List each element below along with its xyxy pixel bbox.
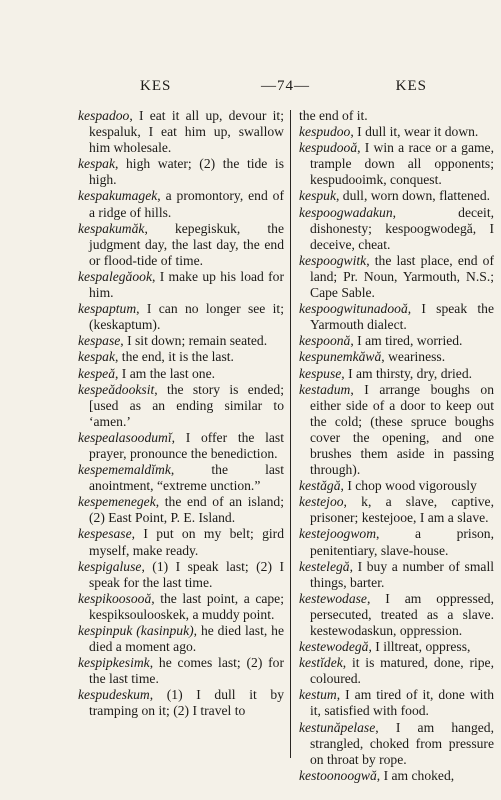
headword: kestĭdek: [299, 655, 343, 671]
headword: kespudooă: [299, 140, 358, 156]
headword: kestewodegă: [299, 639, 369, 655]
entry: kespoogwitk, the last place, end of land; Pr. Noun, Yarmouth, N.S.; Cape Sable.: [299, 252, 494, 301]
headword: kespakumăk: [78, 220, 145, 236]
left-column: [78, 108, 284, 720]
headword: kestelegă: [299, 558, 350, 574]
entry: kespase, I sit down; remain seated.: [78, 333, 268, 349]
entry: kespoogwadakun, deceit, dishonesty; kespoogwodegă, I deceive, cheat.: [299, 204, 494, 252]
entry: kestejoogwom, a prison, penitentiary, slave-house.: [299, 526, 494, 558]
entry: kespak, high water; (2) the tide is high.: [78, 156, 284, 188]
entry: kespigaluse, (1) I speak last; (2) I speak for the last time.: [78, 558, 284, 590]
headword: kespak: [78, 156, 115, 172]
headword: kespoonă: [299, 333, 351, 349]
entry: kespunemkăwă, weariness.: [299, 349, 446, 365]
entry: kespak, the end, it is the last.: [78, 349, 234, 365]
headword: kestăgă: [299, 478, 341, 494]
entry: kestejoo, k, a slave, captive, prisoner; kestejooe, I am a slave.: [299, 494, 494, 526]
entry: kespinpuk (kasinpuk), he died last, he died a moment ago.: [78, 623, 284, 655]
entry: the end of it.: [299, 108, 368, 123]
entry: kespuse, I am thirsty, dry, dried.: [299, 365, 473, 381]
headword: kespoogwadakun: [299, 204, 393, 220]
headword: kespak: [78, 349, 115, 365]
entry: kestum, I am tired of it, done with it, satisfied with food.: [299, 687, 494, 719]
headword: kespipkesimk: [78, 655, 150, 671]
headword: kespuse: [299, 365, 342, 381]
header-left-guideword: KES: [140, 78, 172, 94]
entry: kestĭdek, it is matured, done, ripe, coloured.: [299, 655, 494, 687]
headword: kespakumagek: [78, 188, 158, 204]
running-header: [78, 78, 429, 98]
entry: kestewodegă, I illtreat, oppress,: [299, 639, 471, 655]
entry: kespeă, I am the last one.: [78, 365, 216, 381]
entry: kestewodase, I am oppressed, persecuted, treated as a slave. kestewodaskun, oppression.: [299, 590, 494, 638]
entry: kestăgă, I chop wood vigorously: [299, 478, 477, 494]
headword: kespoogwitunadooă: [299, 301, 408, 317]
headword: kespemenegek: [78, 494, 156, 510]
entry: kespoonă, I am tired, worried.: [299, 333, 463, 349]
entry: kespipkesimk, he comes last; (2) for the last time.: [78, 655, 284, 687]
headword: kestoonoogwă: [299, 767, 377, 783]
entry: kestunăpelase, I am hanged, strangled, choked from pressure on throat by rope.: [299, 719, 494, 767]
column-divider: [290, 110, 291, 758]
headword: kestejoo: [299, 494, 344, 510]
headword: kespinpuk (kasinpuk): [78, 623, 194, 638]
entry: kespalegăook, I make up his load for him.: [78, 268, 284, 301]
entry: kespadoo, I eat it all up, devour it; kespaluk, I eat him up, swallow him wholesale.: [78, 108, 284, 156]
entry: kespakumăk, kepegiskuk, the judgment day, the last day, the end or flood-tide of time.: [78, 220, 284, 268]
entry: kespikoosooă, the last point, a cape; kespiksoulooskek, a muddy point.: [78, 590, 284, 622]
headword: kestejoogwom: [299, 526, 377, 542]
headword: kespalegăook: [78, 268, 152, 284]
entry: kespealasoodumĭ, I offer the last prayer, pronounce the benediction.: [78, 429, 284, 461]
entry: kespuk, dull, worn down, flattened.: [299, 188, 491, 204]
entry: kespakumagek, a promontory, end of a ridge of hills.: [78, 188, 284, 220]
entry: kespudooă, I win a race or a game, trample down all opponents; kespudooimk, conquest.: [299, 140, 494, 188]
entry: kestadum, I arrange boughs on either side of a door to keep out the cold; (these spruce boughs cover the opening, and one brushes them aside in passing through).: [299, 381, 494, 478]
entry: kespemenegek, the end of an island; (2) East Point, P. E. Island.: [78, 494, 284, 526]
entry: kespudeskum, (1) I dull it by tramping on it; (2) I travel to: [78, 687, 284, 719]
headword: kespudoo: [299, 124, 351, 140]
entry: kestelegă, I buy a number of small things, barter.: [299, 558, 494, 590]
entry: kespememaldĭmk, the last anointment, “extreme unction.”: [78, 462, 284, 494]
headword: kestum: [299, 687, 337, 703]
headword: kestadum: [299, 381, 351, 397]
entry: kespudoo, I dull it, wear it down.: [299, 124, 479, 140]
headword: kespeă: [78, 365, 115, 381]
headword: kespigaluse: [78, 558, 142, 574]
headword: kespuk: [299, 188, 336, 204]
headword: kespudeskum: [78, 687, 150, 703]
headword: kestunăpelase: [299, 719, 376, 735]
headword: kestewodase: [299, 590, 367, 606]
headword: kespesase: [78, 526, 132, 542]
headword: kespikoosooă: [78, 590, 152, 606]
entry: kespeădooksit, the story is ended; [used as an ending similar to ‘amen.’: [78, 381, 284, 429]
entry: kespesase, I put on my belt; gird myself, make ready.: [78, 526, 284, 558]
header-right-guideword: KES: [395, 78, 427, 94]
headword: kespaptum: [78, 301, 137, 317]
headword: kespase: [78, 333, 121, 349]
entry: kespoogwitunadooă, I speak the Yarmouth dialect.: [299, 301, 494, 333]
headword: kespunemkăwă: [299, 349, 382, 365]
entry: kestoonoogwă, I am choked,: [299, 767, 455, 783]
right-column: [299, 108, 494, 784]
headword: kespealasoodumĭ: [78, 429, 172, 445]
headword: kespememaldĭmk: [78, 462, 171, 478]
entry: kespaptum, I can no longer see it; (keskaptum).: [78, 301, 284, 333]
headword: kespadoo: [78, 108, 130, 123]
page-number: —74—: [261, 78, 310, 94]
headword: kespeădooksit: [78, 381, 155, 397]
headword: kespoogwitk: [299, 252, 367, 268]
